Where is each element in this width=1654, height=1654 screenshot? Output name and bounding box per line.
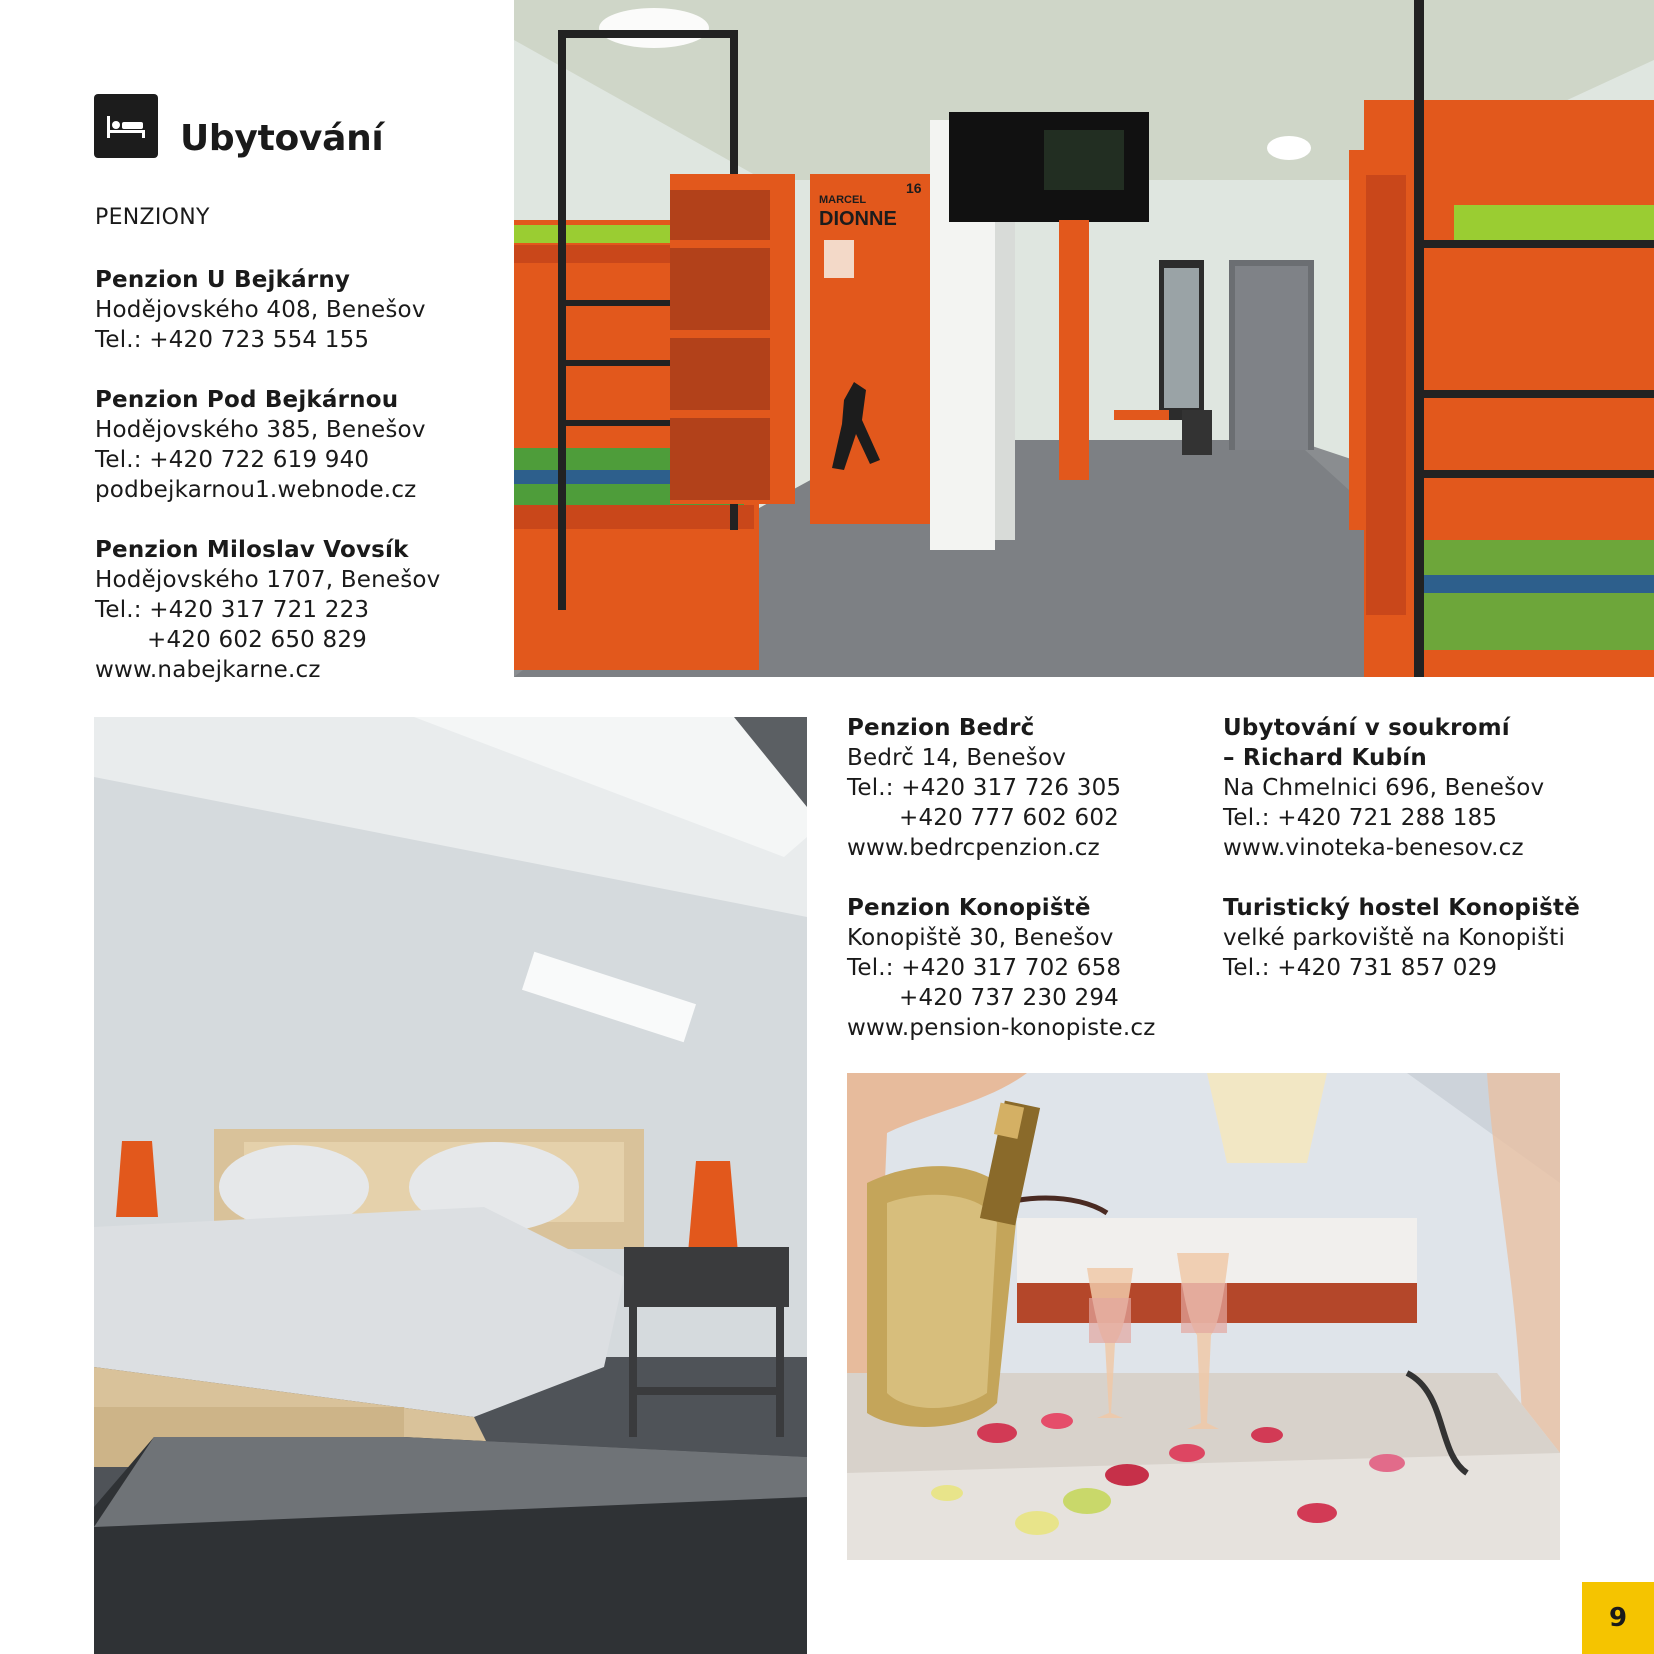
listing-name: Ubytování v soukromí (1223, 715, 1510, 741)
listing-pod-bejkarnou (95, 385, 426, 505)
listing-web-link[interactable]: www.pension-konopiste.cz (847, 1015, 1156, 1041)
listing-phone: Tel.: +420 317 726 305 (847, 775, 1122, 801)
listing-web-link[interactable]: www.vinoteka-benesov.cz (1223, 835, 1524, 861)
listing-phone-2: +420 602 650 829 (147, 627, 368, 653)
page-number: 9 (1582, 1582, 1654, 1654)
listing-u-bejkarny (95, 265, 426, 355)
listing-address: Bedrč 14, Benešov (847, 745, 1067, 771)
photo-double-bedroom (94, 717, 807, 1654)
listing-phone: Tel.: +420 317 702 658 (847, 955, 1122, 981)
listing-phone: Tel.: +420 722 619 940 (95, 447, 370, 473)
photo-champagne-table (847, 1073, 1560, 1560)
bed-icon (94, 94, 158, 158)
listing-address: Konopiště 30, Benešov (847, 925, 1114, 951)
listing-konopiste (847, 893, 1155, 1043)
listing-name: Penzion Bedrč (847, 715, 1035, 741)
listing-name: Penzion Konopiště (847, 895, 1091, 921)
listing-phone: Tel.: +420 721 288 185 (1223, 805, 1498, 831)
listing-phone: Tel.: +420 723 554 155 (95, 327, 370, 353)
listing-name: Penzion U Bejkárny (95, 267, 351, 293)
poster-name-1: MARCEL (819, 194, 867, 206)
section-label: PENZIONY (95, 205, 210, 230)
listing-name: Penzion Pod Bejkárnou (95, 387, 399, 413)
listing-address: Hodějovského 408, Benešov (95, 297, 426, 323)
listing-web-link[interactable]: www.bedrcpenzion.cz (847, 835, 1100, 861)
listing-address: Na Chmelnici 696, Benešov (1223, 775, 1545, 801)
listing-address: Hodějovského 385, Benešov (95, 417, 426, 443)
listing-name: Turistický hostel Konopiště (1223, 895, 1581, 921)
listing-address: Hodějovského 1707, Benešov (95, 567, 441, 593)
listing-web-link[interactable]: podbejkarnou1.webnode.cz (95, 477, 417, 503)
listing-bedrc (847, 713, 1121, 863)
listing-name-2: – Richard Kubín (1223, 745, 1427, 771)
photo-hostel-room (514, 0, 1654, 677)
listing-phone: Tel.: +420 317 721 223 (95, 597, 370, 623)
page-title: Ubytování (180, 118, 384, 159)
listing-web-link[interactable]: www.nabejkarne.cz (95, 657, 321, 683)
listing-kubin (1223, 713, 1544, 863)
listing-name: Penzion Miloslav Vovsík (95, 537, 409, 563)
listing-address: velké parkoviště na Konopišti (1223, 925, 1566, 951)
poster-name-2: DIONNE (819, 208, 897, 230)
listing-phone-2: +420 737 230 294 (899, 985, 1120, 1011)
listing-hostel (1223, 893, 1580, 983)
poster-number: 16 (906, 180, 922, 196)
listing-phone-2: +420 777 602 602 (899, 805, 1120, 831)
listing-vovsik (95, 535, 440, 685)
listing-phone: Tel.: +420 731 857 029 (1223, 955, 1498, 981)
